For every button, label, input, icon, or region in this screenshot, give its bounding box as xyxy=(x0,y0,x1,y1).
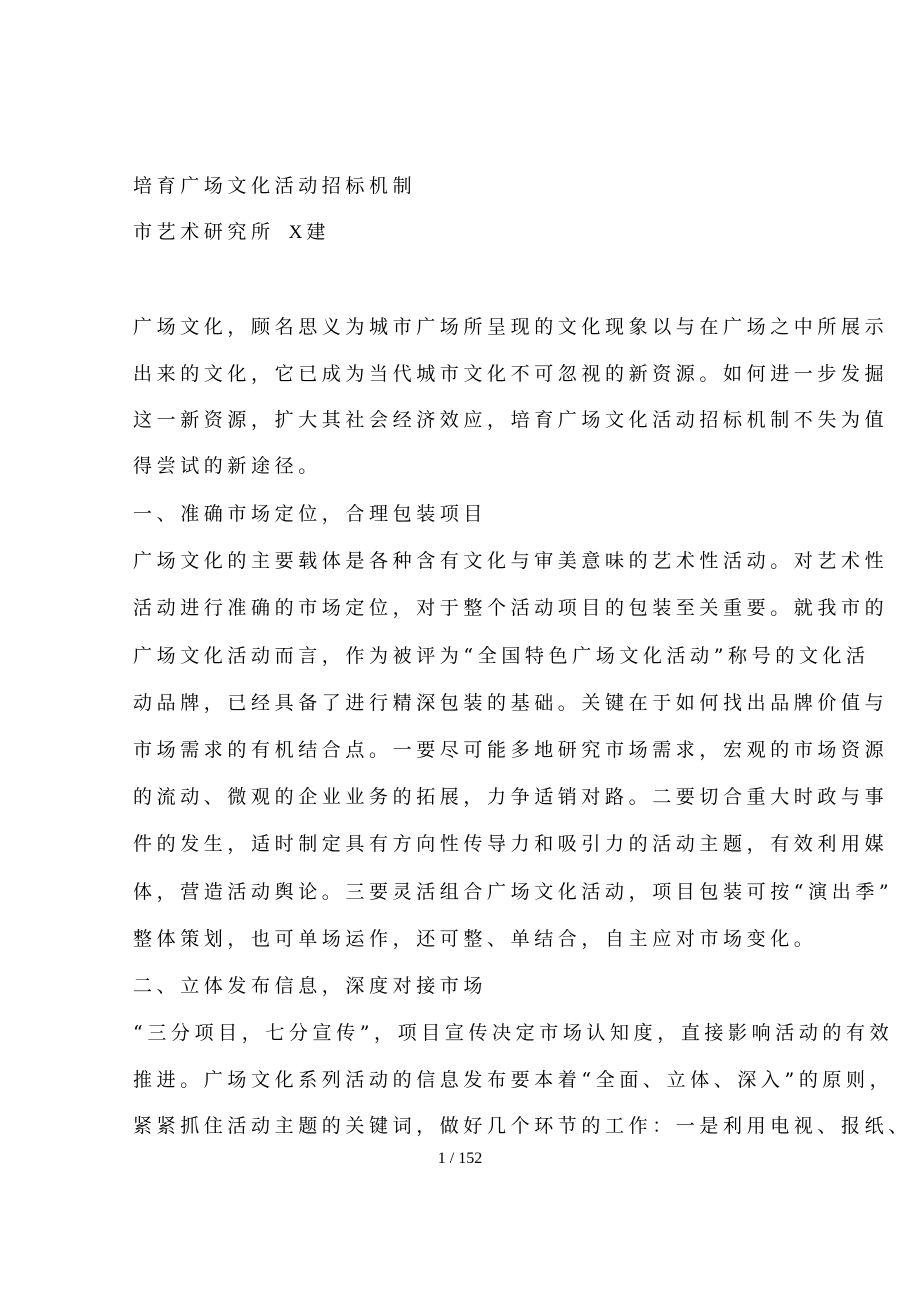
paragraph-line: 广场文化活动而言，作为被评为“全国特色广场文化活动”称号的文化活 xyxy=(133,645,870,667)
paragraph-line: “三分项目，七分宣传”，项目宣传决定市场认知度，直接影响活动的有效 xyxy=(133,1022,894,1044)
paragraph-line: 紧紧抓住活动主题的关键词，做好几个环节的工作：一是利用电视、报纸、 xyxy=(133,1115,912,1137)
paragraph-line: 广场文化的主要载体是各种含有文化与审美意味的艺术性活动。对艺术性 xyxy=(133,550,889,572)
author-name-rest: 建 xyxy=(306,221,330,243)
author-name-initial: X xyxy=(288,222,303,243)
paragraph-line: 广场文化，顾名思义为城市广场所呈现的文化现象以与在广场之中所展示 xyxy=(133,316,889,338)
author-line xyxy=(133,219,823,246)
paragraph-line: 整体策划，也可单场运作，还可整、单结合，自主应对市场变化。 xyxy=(133,928,818,950)
document-title: 培育广场文化活动招标机制 xyxy=(133,175,417,197)
paragraph-line: 体，营造活动舆论。三要灵活组合广场文化活动，项目包装可按“演出季” xyxy=(133,881,894,903)
page-number: 1 / 152 xyxy=(437,1150,483,1167)
paragraph-line: 活动进行准确的市场定位，对于整个活动项目的包装至关重要。就我市的 xyxy=(133,597,889,619)
paragraph-line: 的流动、微观的企业业务的拓展，力争适销对路。二要切合重大时政与事 xyxy=(133,786,889,808)
paragraph-line: 件的发生，适时制定具有方向性传导力和吸引力的活动主题，有效利用媒 xyxy=(133,833,889,855)
paragraph-line: 得尝试的新途径。 xyxy=(133,455,322,477)
paragraph-line: 推进。广场文化系列活动的信息发布要本着“全面、立体、深入”的原则， xyxy=(133,1069,894,1091)
section-heading-1: 一、准确市场定位，合理包装项目 xyxy=(133,503,488,525)
paragraph-line: 出来的文化，它已成为当代城市文化不可忽视的新资源。如何进一步发掘 xyxy=(133,363,889,385)
paragraph-line: 这一新资源，扩大其社会经济效应，培育广场文化活动招标机制不失为值 xyxy=(133,409,889,431)
author-affiliation: 市艺术研究所 xyxy=(133,221,275,243)
section-heading-2: 二、立体发布信息，深度对接市场 xyxy=(133,975,488,997)
paragraph-line: 动品牌，已经具备了进行精深包装的基础。关键在于如何找出品牌价值与 xyxy=(133,692,889,714)
paragraph-line: 市场需求的有机结合点。一要尽可能多地研究市场需求，宏观的市场资源 xyxy=(133,739,889,761)
